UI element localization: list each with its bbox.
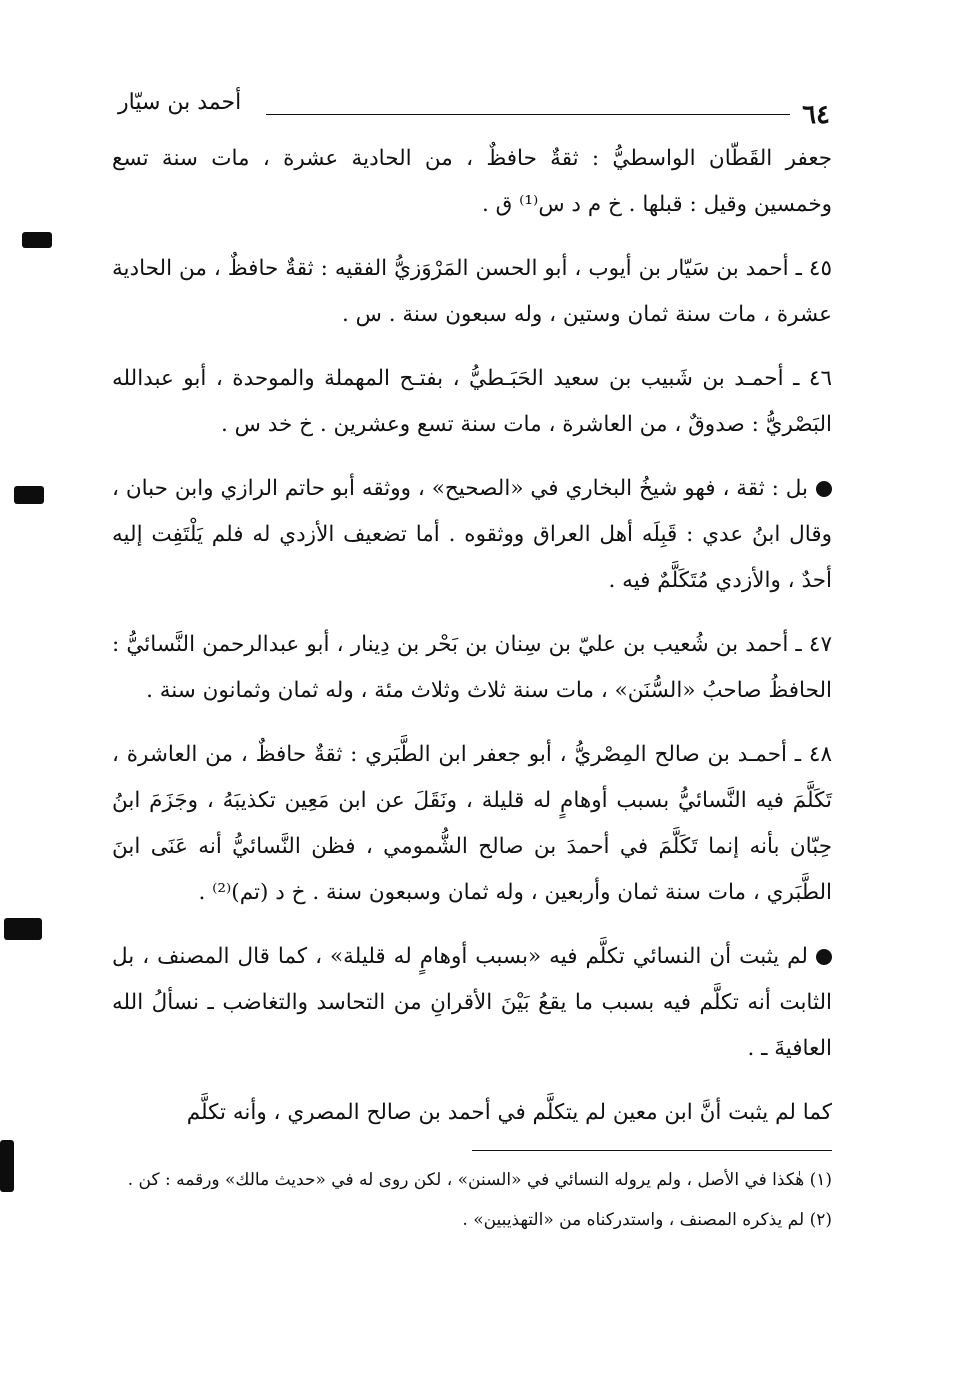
comment-text: بل : ثقة ، فهو شيخُ البخاري في «الصحيح» ، ووثقه أبو حاتم الرازي وابن حبان ، وقال ابنُ عدي : قَبِلَه أهل العراق ووثقوه . أما تضعيف الأزدي له فلم يَلْتَفِت إليه أحدٌ ، والأزدي مُتَكَلَّمٌ فيه .	[112, 476, 832, 593]
scan-mark	[22, 232, 52, 248]
header-rule	[266, 114, 790, 115]
entry-47: ٤٧ ـ أحمد بن شُعيب بن عليّ بن سِنان بن بَحْر بن دِينار ، أبو عبدالرحمن النَّسائيُّ : الحافظُ صاحبُ «السُّنَن» ، مات سنة ثلاث وثلاث مئة ، وله ثمان وثمانون سنة .	[112, 632, 832, 703]
footnote-separator	[472, 1150, 832, 1151]
scan-mark	[4, 918, 42, 940]
entry-45: ٤٥ ـ أحمد بن سَيّار بن أيوب ، أبو الحسن المَرْوَزيُّ الفقيه : ثقةٌ حافظٌ ، من الحادية عشرة ، مات سنة ثمان وستين ، وله سبعون سنة . س .	[112, 256, 832, 327]
main-text	[112, 136, 832, 1154]
comment-text: لم يثبت أن النسائي تكلَّم فيه «بسبب أوهامٍ له قليلة» ، كما قال المصنف ، بل الثابت أنه تكلَّم فيه بسبب ما يقعُ بَيْنَ الأقرانِ من التحاسد والتغاضب ـ نسألُ الله العافيةَ ـ .	[112, 944, 832, 1061]
footnotes	[112, 1150, 832, 1240]
comment-paragraph	[112, 466, 832, 604]
paragraph: جعفر القَطّان الواسطيُّ : ثقةٌ حافظٌ ، من الحادية عشرة ، مات سنة تسع وخمسين وقيل : قبلها . خ م د س⁽¹⁾ ق .	[112, 146, 832, 217]
page-header	[118, 88, 830, 128]
paragraph: كما لم يثبت أنَّ ابن معين لم يتكلَّم في أحمد بن صالح المصري ، وأنه تكلَّم	[186, 1100, 832, 1125]
entry-48: ٤٨ ـ أحمـد بن صالح المِصْريُّ ، أبو جعفر ابن الطَّبَري : ثقةٌ حافظٌ ، من العاشرة ، تَكَلَّمَ فيه النَّسائيُّ بسبب أوهامٍ له قليلة ، ونَقَلَ عن ابن مَعِين تكذيبَهُ ، وجَزَمَ ابنُ حِبّان بأنه إنما تَكَلَّمَ في أحمدَ بن صالح الشُّمومي ، فظن النَّسائيُّ أنه عَنَى ابنَ الطَّبَري ، مات سنة ثمان وأربعين ، وله ثمان وسبعون سنة . خ د (تم)⁽²⁾ .	[112, 742, 832, 905]
footnote: (٢) لم يذكره المصنف ، واستدركناه من «التهذيبين» .	[462, 1210, 832, 1230]
bullet-icon	[816, 949, 832, 965]
bullet-icon	[816, 481, 832, 497]
comment-paragraph	[112, 934, 832, 1072]
scan-mark	[0, 1140, 14, 1192]
running-title: أحمد بن سيّار	[118, 90, 242, 115]
page-number: ٦٤	[802, 100, 830, 130]
entry-46: ٤٦ ـ أحمـد بن شَبيب بن سعيد الحَبَـطيُّ ، بفتـح المهملة والموحدة ، أبو عبدالله البَصْريُّ : صدوقٌ ، من العاشرة ، مات سنة تسع وعشرين . خ خد س .	[112, 366, 832, 437]
scan-mark	[14, 486, 44, 504]
footnote: (١) هٰكذا في الأصل ، ولم يروله النسائي في «السنن» ، لكن روى له في «حديث مالك» ورقمه : كن .	[127, 1170, 832, 1190]
